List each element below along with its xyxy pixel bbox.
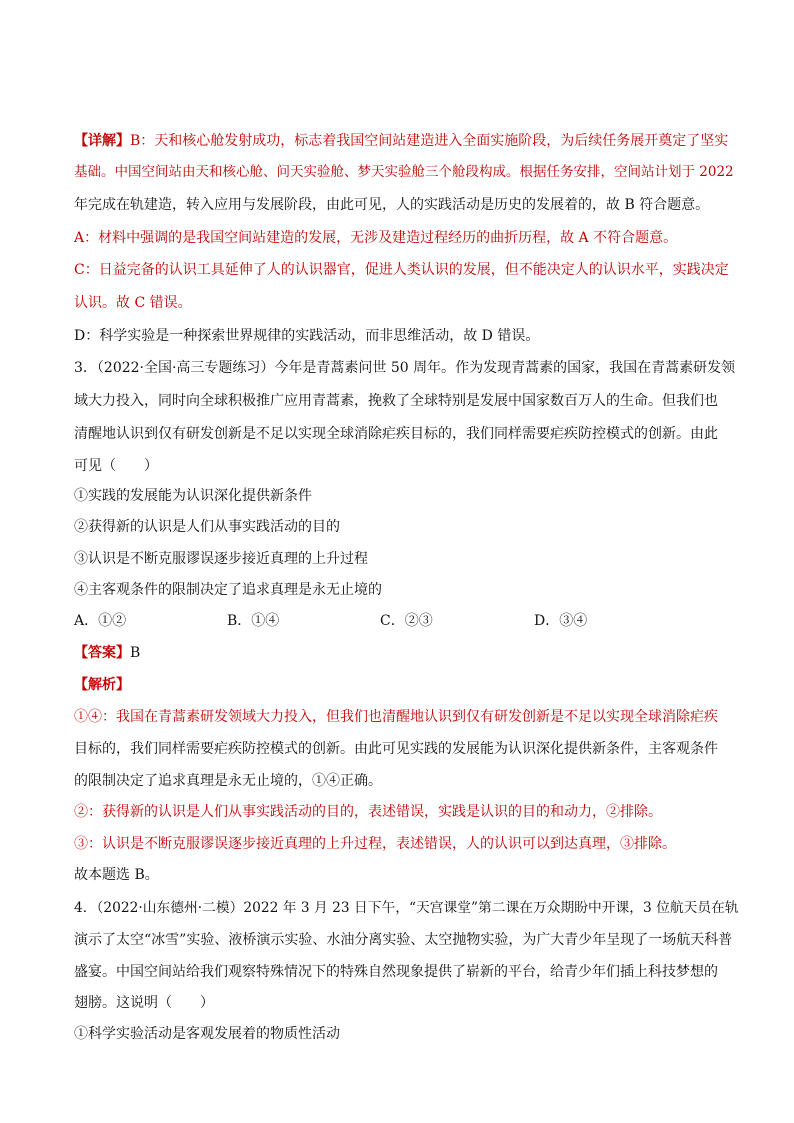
- q3-stem-line-1: 3．（2022·全国·高三专题练习）今年是青蒿素问世 50 周年。作为发现青蒿素的国家，我国在青蒿素研发领: [74, 360, 736, 376]
- detail-line-4: A：材料中强调的是我国空间站建造的发展，无涉及建造过程经历的曲折历程，故 A 不符合题意。: [74, 230, 678, 246]
- q3-option-a: A．①②: [74, 613, 127, 629]
- detail-tag: 【详解】: [74, 133, 130, 149]
- q4-stem-line-3: 盛宴。中国空间站给我们观察特殊情况下的特殊自然现象提供了崭新的平台，给青少年们插上科技梦想的: [74, 964, 718, 980]
- q3-statement-3: ③认识是不断克服谬误逐步接近真理的上升过程: [74, 551, 368, 567]
- analysis-line-1: ①④：我国在青蒿素研发领域大力投入，但我们也清醒地认识到仅有研发创新是不足以实现全球消除疟疾: [74, 709, 718, 725]
- q4-stem-line-4: 翅膀。这说明（ ）: [74, 995, 214, 1011]
- answer-tag: 【答案】: [74, 645, 130, 661]
- q3-stem-line-4: 可见（ ）: [74, 458, 158, 474]
- detail-line-7: D：科学实验是一种探索世界规律的实践活动，而非思维活动，故 D 错误。: [74, 328, 540, 344]
- analysis-line-3: 的限制决定了追求真理是永无止境的，①④正确。: [74, 773, 382, 789]
- analysis-line-6: 故本题选 B。: [74, 867, 159, 883]
- analysis-tag: 【解析】: [74, 677, 130, 693]
- q3-statement-2: ②获得新的认识是人们从事实践活动的目的: [74, 519, 340, 535]
- q3-stem-line-3: 清醒地认识到仅有研发创新是不足以实现全球消除疟疾目标的，我们同样需要疟疾防控模式的创新。由此: [74, 426, 718, 442]
- q3-option-d: D．③④: [534, 613, 588, 629]
- q4-statement-1: ①科学实验活动是客观发展着的物质性活动: [74, 1026, 340, 1042]
- analysis-line-4: ②：获得新的认识是人们从事实践活动的目的，表述错误，实践是认识的目的和动力，②排除。: [74, 804, 662, 820]
- detail-line-2: 基础。中国空间站由天和核心舱、问天实验舱、梦天实验舱三个舱段构成。根据任务安排，空间站计划于 2022: [74, 164, 734, 180]
- q4-stem-line-1: 4．（2022·山东德州·二模）2022 年 3 月 23 日下午，“天宫课堂”第二课在万众期盼中开课，3 位航天员在轨: [74, 900, 739, 916]
- answer-value: B: [130, 645, 141, 661]
- q3-answer: [74, 643, 140, 663]
- q4-stem-line-2: 演示了太空“冰雪”实验、液桥演示实验、水油分离实验、太空抛物实验，为广大青少年呈现了一场航天科普: [74, 932, 733, 948]
- detail-line-6: 认识。故 C 错误。: [74, 295, 192, 311]
- detail-line-1: 【详解】B：天和核心舱发射成功，标志着我国空间站建造进入全面实施阶段，为后续任务展开奠定了坚实: [74, 133, 729, 149]
- analysis-line-2: 目标的，我们同样需要疟疾防控模式的创新。由此可见实践的发展能为认识深化提供新条件，主客观条件: [74, 741, 718, 757]
- q3-option-c: C．②③: [380, 613, 433, 629]
- analysis-line-5: ③：认识是不断克服谬误逐步接近真理的上升过程，表述错误，人的认识可以到达真理，③排除。: [74, 836, 676, 852]
- detail-line-3: 年完成在轨建造，转入应用与发展阶段，由此可见，人的实践活动是历史的发展着的，故 B 符合题意。: [74, 197, 710, 213]
- detail-line-5: C：日益完备的认识工具延伸了人的认识器官，促进人类认识的发展，但不能决定人的认识水平，实践决定: [74, 262, 729, 278]
- q3-option-b: B．①④: [227, 613, 280, 629]
- q3-stem-line-2: 域大力投入，同时向全球积极推广应用青蒿素，挽救了全球特别是发展中国家数百万人的生命。但我们也: [74, 393, 718, 409]
- q3-statement-4: ④主客观条件的限制决定了追求真理是永无止境的: [74, 582, 382, 598]
- q3-statement-1: ①实践的发展能为认识深化提供新条件: [74, 488, 312, 504]
